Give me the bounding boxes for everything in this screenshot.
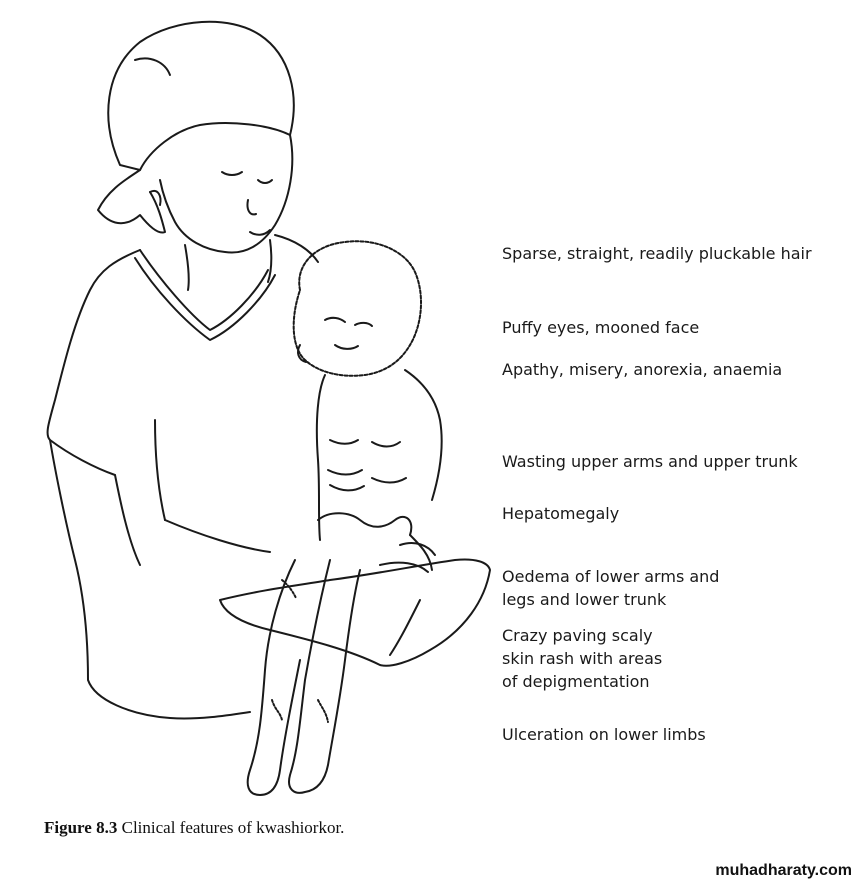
label-apathy: Apathy, misery, anorexia, anaemia [502, 360, 783, 379]
figure-caption [44, 818, 344, 838]
watermark: muhadharaty.com [715, 862, 852, 879]
label-rash: Crazy paving scaly skin rash with areas of depigmentation [502, 626, 663, 691]
label-eyes: Puffy eyes, mooned face [502, 318, 700, 337]
label-hair: Sparse, straight, readily pluckable hair [502, 244, 812, 263]
child-head [294, 241, 421, 376]
figure-caption-text: Clinical features of kwashiorkor. [121, 818, 345, 837]
figure-number: Figure 8.3 [44, 818, 118, 837]
mother-body [48, 250, 140, 475]
cushion [220, 559, 490, 665]
headscarf [108, 22, 293, 170]
label-oedema: Oedema of lower arms and legs and lower trunk [502, 567, 720, 609]
label-ulceration: Ulceration on lower limbs [502, 725, 706, 744]
label-wasting: Wasting upper arms and upper trunk [502, 452, 798, 471]
child-legs [248, 560, 300, 795]
mother-face [160, 135, 292, 253]
label-hepatomegaly: Hepatomegaly [502, 504, 620, 523]
